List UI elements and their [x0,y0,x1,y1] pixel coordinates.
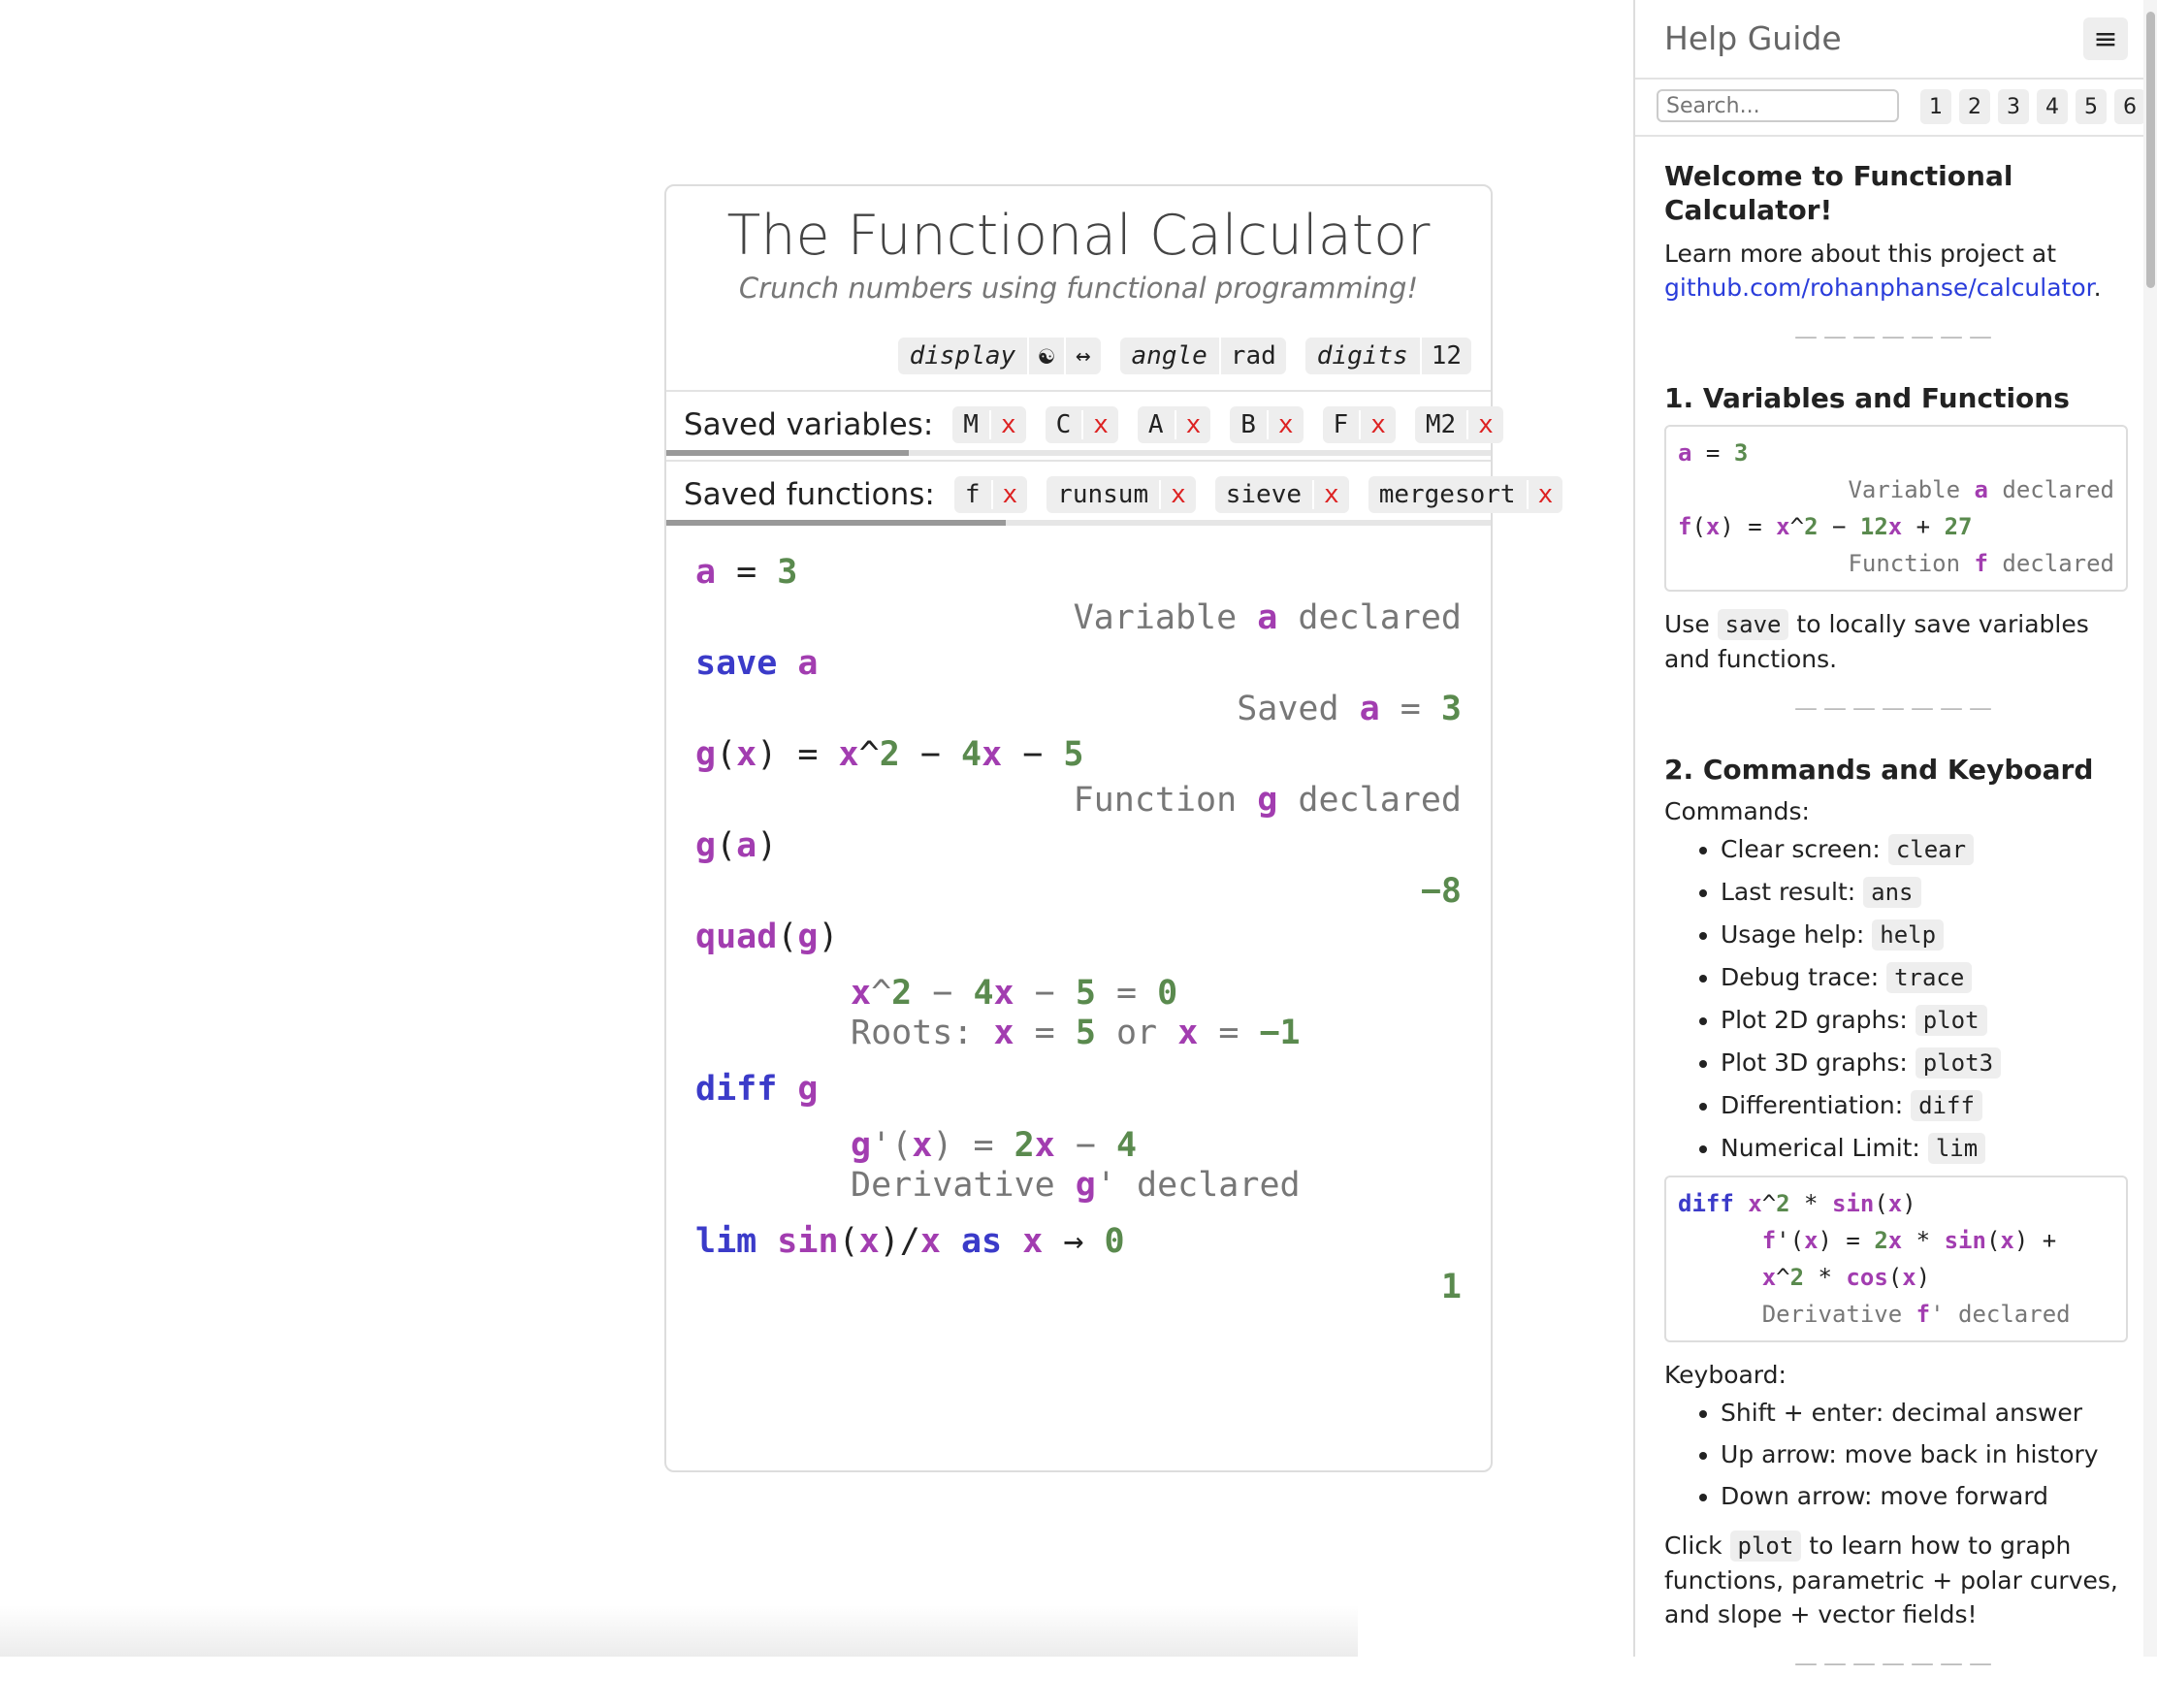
command-label: Plot 3D graphs: [1721,1048,1908,1077]
plot-info-text [1664,1529,2128,1631]
plot-code[interactable]: plot [1730,1531,1802,1562]
page-subtitle: Crunch numbers using functional programming! [738,272,1419,305]
angle-toggle[interactable]: rad [1219,338,1286,374]
list-item [1721,1003,2128,1038]
saved-variable-chip[interactable] [1415,406,1503,443]
commands-list [1664,832,2128,1166]
history-output: g'(x) = 2x − 4 Derivative g' declared [851,1126,1301,1205]
list-item: • Down arrow: move forward [1721,1479,2128,1513]
calculator-panel [664,184,1554,1472]
saved-variables-label: Saved variables: [684,407,934,442]
keyboard-list [1664,1396,2128,1513]
functions-scrollbar-thumb[interactable] [666,520,1006,526]
bottom-fade [0,1605,1358,1657]
command-code: plot [1916,1005,1987,1036]
saved-function-chip[interactable] [1046,476,1196,513]
history-input: save a [695,644,819,683]
remove-variable-button[interactable]: x [1267,410,1304,439]
remove-variable-button[interactable]: x [1359,410,1396,439]
page-button-1[interactable]: 1 [1920,89,1951,124]
variable-name[interactable]: M2 [1425,410,1457,439]
page-button-2[interactable]: 2 [1959,89,1990,124]
saved-functions-bar [666,460,1554,528]
page-button-3[interactable]: 3 [1998,89,2029,124]
list-item [1721,832,2128,867]
remove-variable-button[interactable]: x [989,410,1026,439]
digits-value[interactable]: 12 [1420,338,1471,374]
command-label: Usage help: [1721,920,1865,949]
list-item: • Shift + enter: decimal answer [1721,1396,2128,1430]
history-output: Variable a declared [1073,598,1462,637]
welcome-heading: Welcome to Functional Calculator! [1664,160,2013,226]
saved-function-chip[interactable] [954,476,1027,513]
list-item [1721,918,2128,952]
command-code: diff [1911,1090,1982,1121]
variable-name[interactable]: B [1240,410,1256,439]
list-item: • Up arrow: move back in history [1721,1437,2128,1471]
history-output: Function g declared [1073,781,1462,820]
function-name[interactable]: f [964,480,981,509]
history-input: g(a) [695,826,778,865]
calculator-history [695,550,1462,1310]
save-code: save [1718,609,1789,640]
help-title: Help Guide [1664,19,1842,57]
remove-variable-button[interactable]: x [1175,410,1211,439]
digits-label: digits [1316,341,1408,371]
github-link[interactable]: github.com/rohanphanse/calculator [1664,274,2094,302]
list-item [1721,1131,2128,1166]
plot-description: to learn how to graph functions, parametric + polar curves, and slope + vector fields! [1664,1531,2118,1628]
command-code: plot3 [1916,1047,2001,1079]
command-code: clear [1888,834,1974,865]
learn-more-text: Learn more about this project at github.com/rohanphanse/calculator. [1664,240,2102,302]
save-description: to locally save variables and functions. [1664,610,2089,673]
history-output: x^2 − 4x − 5 = 0 Roots: x = 5 or x = −1 [851,974,1301,1052]
page-title: The Functional Calculator [726,204,1431,268]
save-usage-text [1664,607,2128,676]
command-code: trace [1886,962,1972,993]
digits-setting [1305,338,1471,374]
command-label: Clear screen: [1721,835,1881,863]
help-panel [1633,0,2157,1677]
command-label: Numerical Limit: [1721,1134,1920,1162]
help-scrollbar-track[interactable] [2143,0,2157,1657]
remove-function-button[interactable]: x [1312,480,1349,509]
saved-variable-chip[interactable] [1046,406,1118,443]
help-content [1664,159,2128,1708]
section-divider: ——————— [1794,323,1998,350]
example-box-diff: diff x^2 * sin(x) f'(x) = 2x * sin(x) + x^2 * cos(x) Derivative f' declared [1664,1176,2128,1342]
remove-function-button[interactable]: x [991,480,1028,509]
list-item [1721,960,2128,995]
use-label: Use [1664,610,1710,638]
display-label: display [909,341,1016,371]
history-input: lim sin(x)/x as x → 0 [695,1222,1125,1261]
page-button-6[interactable]: 6 [2114,89,2145,124]
history-input: quad(g) [695,918,839,956]
page-button-4[interactable]: 4 [2037,89,2068,124]
angle-setting [1120,338,1286,374]
function-name[interactable]: mergesort [1378,480,1516,509]
saved-variable-chip[interactable] [1230,406,1303,443]
commands-label: Commands: [1664,797,1810,825]
command-label: Differentiation: [1721,1091,1904,1119]
command-code: lim [1928,1133,1985,1164]
menu-button[interactable] [2083,17,2128,60]
function-name[interactable]: runsum [1057,480,1149,509]
help-scrollbar-thumb[interactable] [2146,12,2155,288]
section-1-heading: 1. Variables and Functions [1664,382,2070,414]
variable-name[interactable]: A [1147,410,1164,439]
section-2-heading: 2. Commands and Keyboard [1664,754,2094,786]
display-yinyang-button[interactable]: ☯ [1027,338,1064,374]
history-output: 1 [1440,1268,1462,1306]
history-input: diff g [695,1070,819,1109]
remove-variable-button[interactable]: x [1466,410,1503,439]
history-input: a = 3 [695,553,798,592]
remove-function-button[interactable]: x [1527,480,1563,509]
history-output: Saved a = 3 [1237,690,1462,728]
saved-functions-label: Saved functions: [684,477,935,512]
command-label: Debug trace: [1721,963,1880,991]
function-name[interactable]: sieve [1225,480,1303,509]
section-divider: ——————— [1794,694,1998,722]
click-label: Click [1664,1531,1722,1560]
saved-variable-chip[interactable] [1323,406,1396,443]
variable-name[interactable]: M [963,410,979,439]
example-box-variables: a = 3 Variable a declared f(x) = x^2 − 12x + 27 Function f declared [1664,425,2128,592]
history-input: g(x) = x^2 − 4x − 5 [695,735,1084,774]
list-item [1721,875,2128,910]
display-arrows-button[interactable]: ↔ [1064,338,1101,374]
command-label: Plot 2D graphs: [1721,1006,1908,1034]
history-output: −8 [1420,872,1462,911]
page-buttons [1920,89,2145,124]
hamburger-icon: ≡ [2093,21,2118,56]
section-divider: ——————— [1794,1650,1998,1677]
help-header [1635,0,2157,80]
remove-variable-button[interactable]: x [1081,410,1118,439]
variable-name[interactable]: C [1055,410,1072,439]
keyboard-label: Keyboard: [1664,1361,1787,1389]
list-item [1721,1046,2128,1080]
page-button-5[interactable]: 5 [2076,89,2107,124]
list-item [1721,1088,2128,1123]
saved-function-chip[interactable] [1368,476,1563,513]
display-setting [898,338,1101,374]
command-code: help [1872,919,1944,951]
saved-variables-bar [666,390,1494,458]
angle-label: angle [1131,341,1207,371]
variables-scrollbar-thumb[interactable] [666,450,909,456]
variable-name[interactable]: F [1333,410,1349,439]
learn-more-label: Learn more about this project at [1664,240,2057,268]
command-label: Last result: [1721,878,1856,906]
saved-variable-chip[interactable] [1138,406,1210,443]
saved-variable-chip[interactable] [952,406,1025,443]
saved-function-chip[interactable] [1215,476,1349,513]
command-code: ans [1863,877,1920,908]
help-nav [1635,80,2157,137]
help-search-input[interactable] [1657,89,1899,122]
remove-function-button[interactable]: x [1159,480,1196,509]
settings-bar [898,338,1471,374]
